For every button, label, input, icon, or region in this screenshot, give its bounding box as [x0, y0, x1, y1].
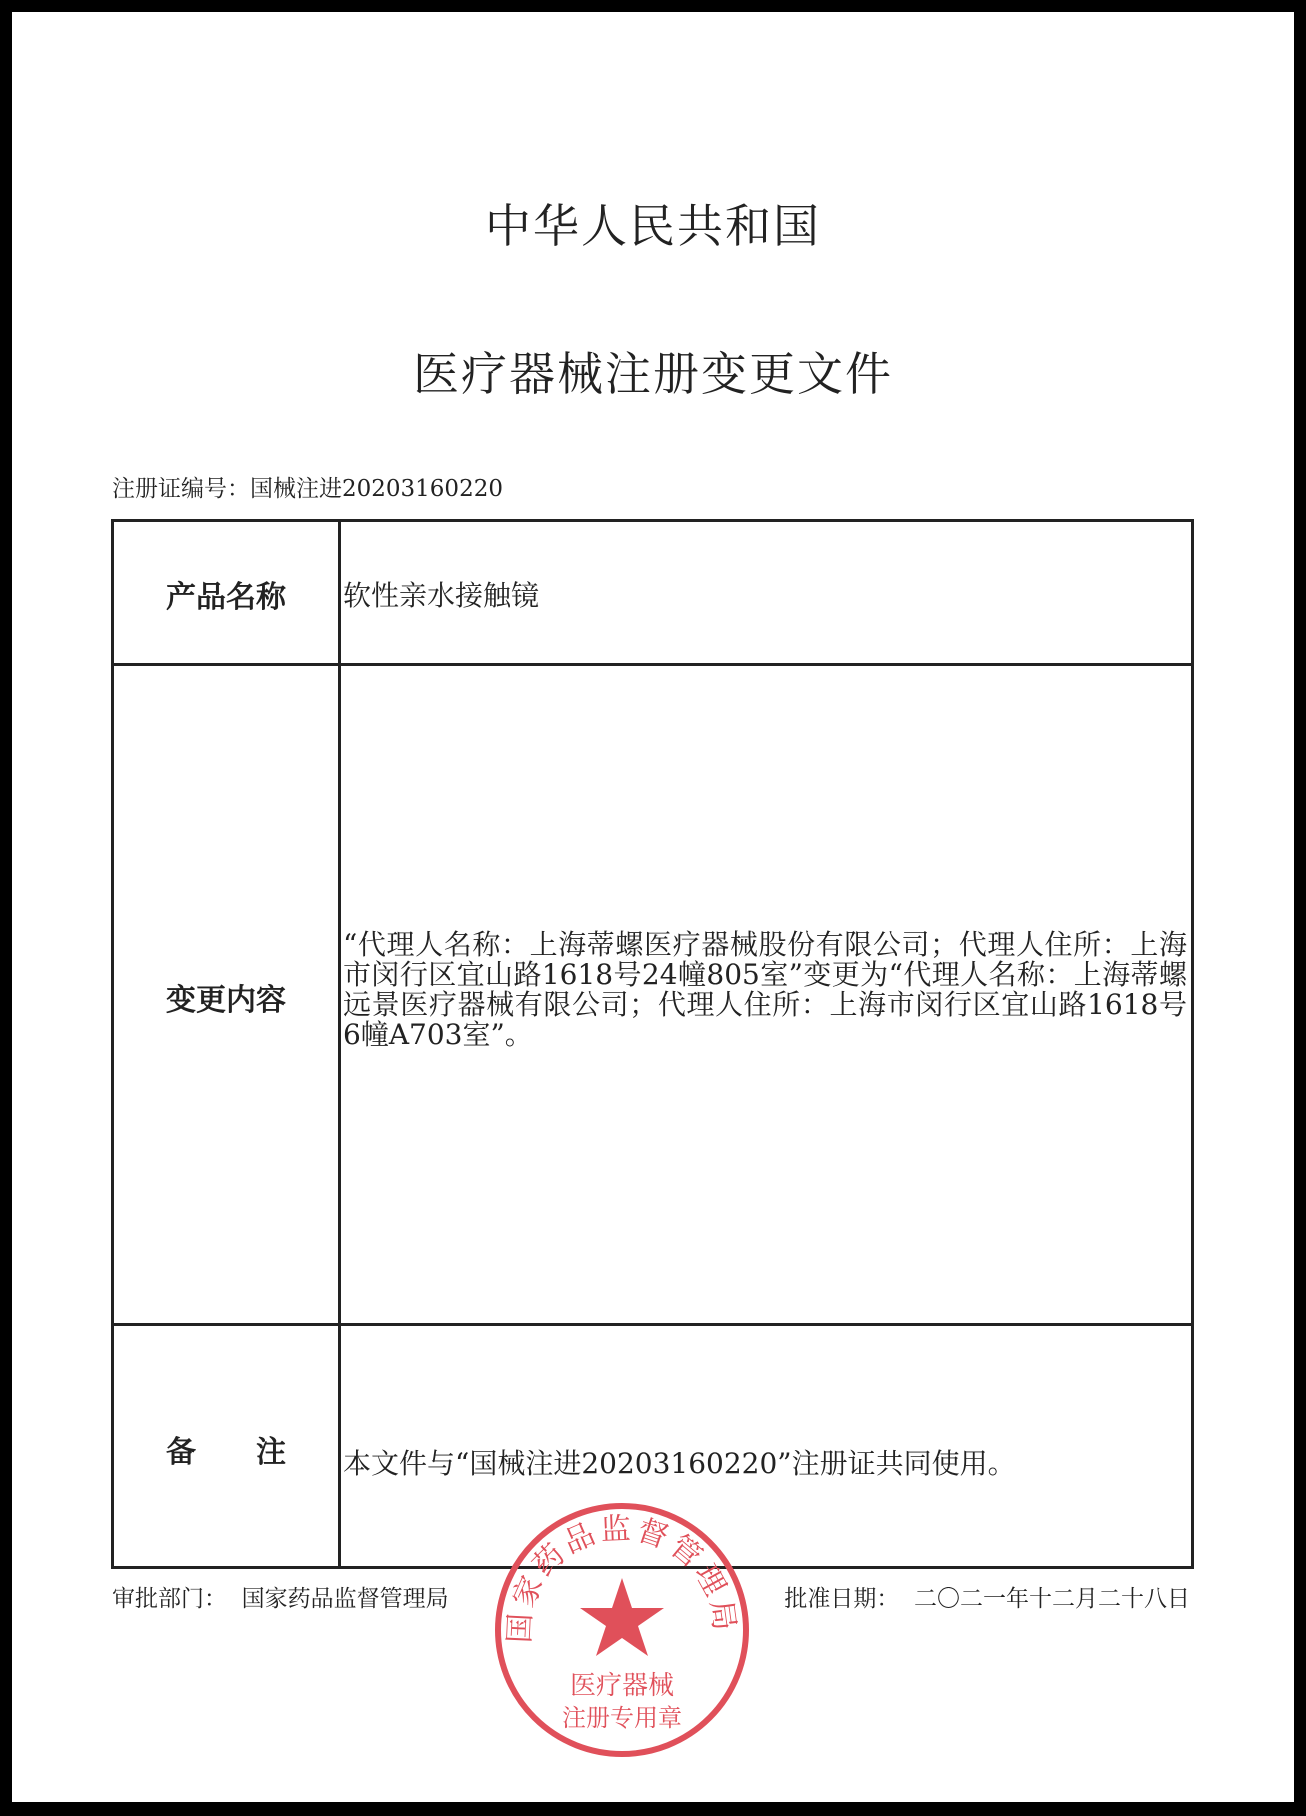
row-divider — [114, 1323, 1191, 1326]
title-country: 中华人民共和国 — [485, 199, 821, 253]
date-value: 二〇二一年十二月二十八日 — [914, 1586, 1190, 1612]
title-document: 医疗器械注册变更文件 — [413, 347, 893, 401]
stamp-line1: 医疗器械 — [569, 1671, 675, 1701]
info-table — [111, 519, 1194, 1569]
registration-number — [112, 470, 503, 503]
product-name-label: 产品名称 — [166, 580, 286, 615]
dept-value: 国家药品监督管理局 — [241, 1586, 449, 1612]
remarks-value: 本文件与“国械注进20203160220”注册证共同使用。 — [343, 1447, 1016, 1480]
remarks-label: 备 注 — [166, 1435, 286, 1470]
star-icon — [580, 1578, 664, 1656]
column-divider — [338, 522, 341, 1566]
stamp-line2: 注册专用章 — [562, 1704, 682, 1732]
approval-department — [112, 1580, 449, 1613]
dept-label: 审批部门： — [112, 1586, 227, 1612]
approval-date — [784, 1580, 1190, 1613]
official-seal-stamp — [492, 1500, 752, 1760]
date-label: 批准日期： — [784, 1586, 900, 1612]
product-name-value: 软性亲水接触镜 — [343, 579, 540, 612]
change-content-value: “代理人名称：上海蒂螺医疗器械股份有限公司；代理人住所：上海市闵行区宜山路1618号24幢805室”变更为“代理人名称：上海蒂螺远景医疗器械有限公司；代理人住所：上海市闵行区宜山路1618号6幢A703室”。 — [343, 928, 1187, 1051]
registration-value: 国械注进20203160220 — [250, 476, 503, 502]
registration-label: 注册证编号： — [112, 476, 250, 502]
stamp-arc-text: 国家药品监督管理局 — [502, 1511, 743, 1644]
row-divider — [114, 663, 1191, 666]
change-content-label: 变更内容 — [166, 983, 286, 1018]
